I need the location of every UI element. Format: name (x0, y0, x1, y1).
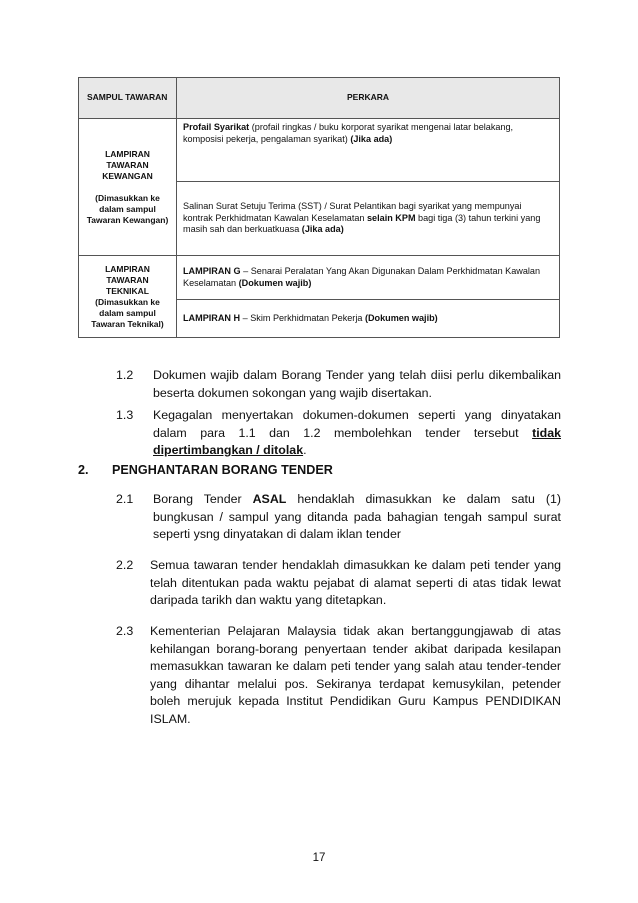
para-number: 1.3 (116, 408, 134, 422)
para-2-2: Semua tawaran tender hendaklah dimasukkan ke dalam peti tender yang telah ditentukan pada waktu pejabat di alamat seperti di atas tidak lewat daripada tarikh dan waktu yang ditetapkan. (150, 558, 561, 608)
header-sampul-tawaran: SAMPUL TAWARAN (79, 78, 177, 119)
lampiran-g-tail: (Dokumen wajib) (238, 277, 312, 288)
table-row (79, 256, 560, 300)
para-2-1-text-b: hendaklah dimasukkan ke dalam satu (1) bungkusan / sampul yang ditanda pada bahagian tengah sampul surat seperti ysng dinyatakan di dalam iklan tender (153, 492, 561, 542)
para-number: 2.2 (116, 558, 134, 572)
header-perkara: PERKARA (177, 78, 560, 119)
profail-text: (profail ringkas / buku korporat syarikat mengenai latar belakang, komposisi pekerja, pengalaman syarikat) (183, 122, 514, 144)
lampiran-kewangan-line: TAWARAN (106, 159, 149, 170)
lampiran-h-tail: (Dokumen wajib) (364, 312, 438, 323)
cell-lampiran-h (177, 300, 560, 338)
para-2-1-text-a: Borang Tender (153, 492, 253, 506)
table-row (79, 119, 560, 182)
para-1-3-text: Kegagalan menyertakan dokumen-dokumen seperti yang dinyatakan dalam para 1.1 dan 1.2 membolehkan tender tersebut (153, 408, 561, 440)
para-1-3-emph: tidak dipertimbangkan / ditolak (153, 425, 561, 458)
lampiran-kewangan-note: Tawaran Kewangan) (86, 214, 169, 225)
section-title: PENGHANTARAN BORANG TENDER (112, 463, 333, 477)
sst-tail: (Jika ada) (301, 224, 344, 235)
sst-text-b: bagi tiga (3) tahun terkini yang masih sah dan berkuatkuasa (183, 212, 541, 235)
para-1-3-end: . (303, 443, 307, 458)
cell-salinan-sst (177, 182, 560, 256)
lampiran-g-lead: LAMPIRAN G (183, 266, 241, 276)
lampiran-g-text: – Senarai Peralatan Yang Akan Digunakan Dalam Perkhidmatan Kawalan Keselamatan (183, 266, 541, 288)
lampiran-teknikal-line: LAMPIRAN (105, 263, 150, 274)
para-number: 1.2 (116, 368, 134, 382)
lampiran-teknikal-line: TEKNIKAL (106, 285, 149, 296)
lampiran-teknikal-line: Tawaran Teknikal) (91, 318, 164, 329)
sst-text-a: Salinan Surat Setuju Terima (SST) / Surat Pelantikan bagi syarikat yang mempunyai kontrak Perkhidmatan Kawalan Keselamatan (183, 201, 522, 223)
lampiran-kewangan-line: LAMPIRAN (105, 148, 150, 159)
cell-lampiran-kewangan (79, 119, 177, 256)
cell-profail-syarikat (177, 119, 560, 182)
page-number: 17 (312, 852, 326, 864)
para-2-3: Kementerian Pelajaran Malaysia tidak akan bertanggungjawab di atas kehilangan borang-borang penyertaan tender akibat daripada kesilapan memasukkan tawaran ke dalam peti tender yang salah atau tender-tender yang dihantar melalui pos. Sekiranya terdapat kemusykilan, petender boleh merujuk kepada Institut Pendidikan Guru Kampus PENDIDIKAN ISLAM. (150, 624, 561, 726)
lampiran-kewangan-note: (Dimasukkan ke (95, 192, 160, 203)
lampiran-teknikal-line: dalam sampul (99, 307, 156, 318)
sst-bold-mid: selain KPM (367, 212, 416, 223)
envelope-table (78, 77, 560, 338)
para-1-3 (153, 407, 561, 460)
lampiran-h-lead: LAMPIRAN H (183, 312, 241, 323)
cell-lampiran-g (177, 256, 560, 300)
para-1-2: Dokumen wajib dalam Borang Tender yang telah diisi perlu dikembalikan beserta dokumen sokongan yang wajib disertakan. (153, 368, 561, 400)
profail-tail: (Jika ada) (350, 133, 393, 144)
para-2-1-bold: ASAL (252, 492, 287, 506)
para-2-1 (153, 491, 561, 544)
cell-lampiran-teknikal (79, 256, 177, 338)
lampiran-kewangan-note: dalam sampul (99, 203, 156, 214)
lampiran-h-text: – Skim Perkhidmatan Pekerja (240, 312, 365, 323)
lampiran-teknikal-line: TAWARAN (106, 274, 149, 285)
table-header-row (79, 78, 560, 119)
lampiran-kewangan-line: KEWANGAN (102, 170, 153, 181)
section-number: 2. (78, 463, 89, 477)
lampiran-teknikal-line: (Dimasukkan ke (95, 296, 160, 307)
para-number: 2.1 (116, 492, 134, 506)
profail-lead: Profail Syarikat (183, 122, 250, 132)
para-number: 2.3 (116, 624, 134, 638)
